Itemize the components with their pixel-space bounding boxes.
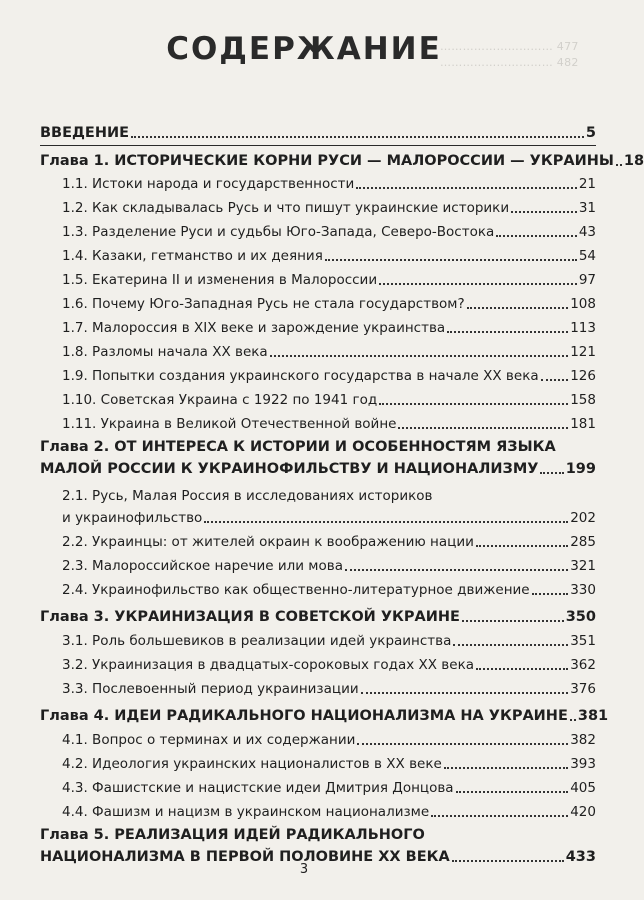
toc-chapter-1[interactable]: Глава 1. ИСТОРИЧЕСКИЕ КОРНИ РУСИ — МАЛОРОССИИ — УКРАИНЫ 18 [40,145,596,170]
toc-section-1-4[interactable]: 1.4. Казаки, гетманство и их деяния 54 [62,248,596,264]
leader-dots [616,164,622,166]
toc-section-1-1[interactable]: 1.1. Истоки народа и государственности 21 [62,176,596,192]
toc-chapter-2[interactable]: МАЛОЙ РОССИИ К УКРАИНОФИЛЬСТВУ И НАЦИОНАЛИЗМУ 199 [40,461,596,477]
page-title: СОДЕРЖАНИЕ [166,31,442,67]
toc-section-1-3[interactable]: 1.3. Разделение Руси и судьбы Юго-Запада, Северо-Востока 43 [62,224,596,240]
toc-section-2-1-line1: 2.1. Русь, Малая Россия в исследованиях историков [62,488,433,504]
toc-chapter-4[interactable]: Глава 4. ИДЕИ РАДИКАЛЬНОГО НАЦИОНАЛИЗМА НА УКРАИНЕ 381 [40,708,609,724]
toc-section-4-2[interactable]: 4.2. Идеология украинских националистов в XX веке 393 [62,756,596,772]
toc-section-2-2[interactable]: 2.2. Украинцы: от жителей окраин к воображению нации 285 [62,534,596,550]
bleed-through-text: ………………………… 477 [440,40,579,53]
toc-chapter-3[interactable]: Глава 3. УКРАИНИЗАЦИЯ В СОВЕТСКОЙ УКРАИНЕ 350 [40,609,596,625]
toc-section-1-5[interactable]: 1.5. Екатерина II и изменения в Малороссии 97 [62,272,596,288]
toc-section-4-4[interactable]: 4.4. Фашизм и нацизм в украинском национализме 420 [62,804,596,820]
toc-section-1-8[interactable]: 1.8. Разломы начала XX века 121 [62,344,596,360]
toc-section-2-1[interactable]: и украинофильство 202 [62,510,596,526]
page-number: 3 [299,862,309,877]
toc-section-4-1[interactable]: 4.1. Вопрос о терминах и их содержании 382 [62,732,596,748]
toc-section-1-9[interactable]: 1.9. Попытки создания украинского государства в начале XX века 126 [62,368,596,384]
toc-chapter-5-title-line1: Глава 5. РЕАЛИЗАЦИЯ ИДЕЙ РАДИКАЛЬНОГО [40,827,425,843]
toc-chapter-5[interactable]: НАЦИОНАЛИЗМА В ПЕРВОЙ ПОЛОВИНЕ XX ВЕКА 433 [40,849,596,865]
toc-intro[interactable]: ВВЕДЕНИЕ 5 [40,125,596,141]
bleed-through-text: ………………………… 482 [440,56,579,69]
toc-section-3-3[interactable]: 3.3. Послевоенный период украинизации 376 [62,681,596,697]
toc-section-2-4[interactable]: 2.4. Украинофильство как общественно-литературное движение 330 [62,582,596,598]
toc-section-4-3[interactable]: 4.3. Фашистские и нацистские идеи Дмитрия Донцова 405 [62,780,596,796]
leader-dots [131,136,584,138]
toc-chapter-2-title-line1: Глава 2. ОТ ИНТЕРЕСА К ИСТОРИИ И ОСОБЕННОСТЯМ ЯЗЫКА [40,439,556,455]
toc-section-3-2[interactable]: 3.2. Украинизация в двадцатых-сороковых годах XX века 362 [62,657,596,673]
toc-section-1-6[interactable]: 1.6. Почему Юго-Западная Русь не стала государством? 108 [62,296,596,312]
toc-section-1-11[interactable]: 1.11. Украина в Великой Отечественной войне 181 [62,416,596,432]
toc-section-2-3[interactable]: 2.3. Малороссийское наречие или мова 321 [62,558,596,574]
toc-section-1-2[interactable]: 1.2. Как складывалась Русь и что пишут украинские историки 31 [62,200,596,216]
toc-section-1-10[interactable]: 1.10. Советская Украина с 1922 по 1941 год 158 [62,392,596,408]
toc-section-3-1[interactable]: 3.1. Роль большевиков в реализации идей украинства 351 [62,633,596,649]
toc-section-1-7[interactable]: 1.7. Малороссия в XIX веке и зарождение украинства 113 [62,320,596,336]
